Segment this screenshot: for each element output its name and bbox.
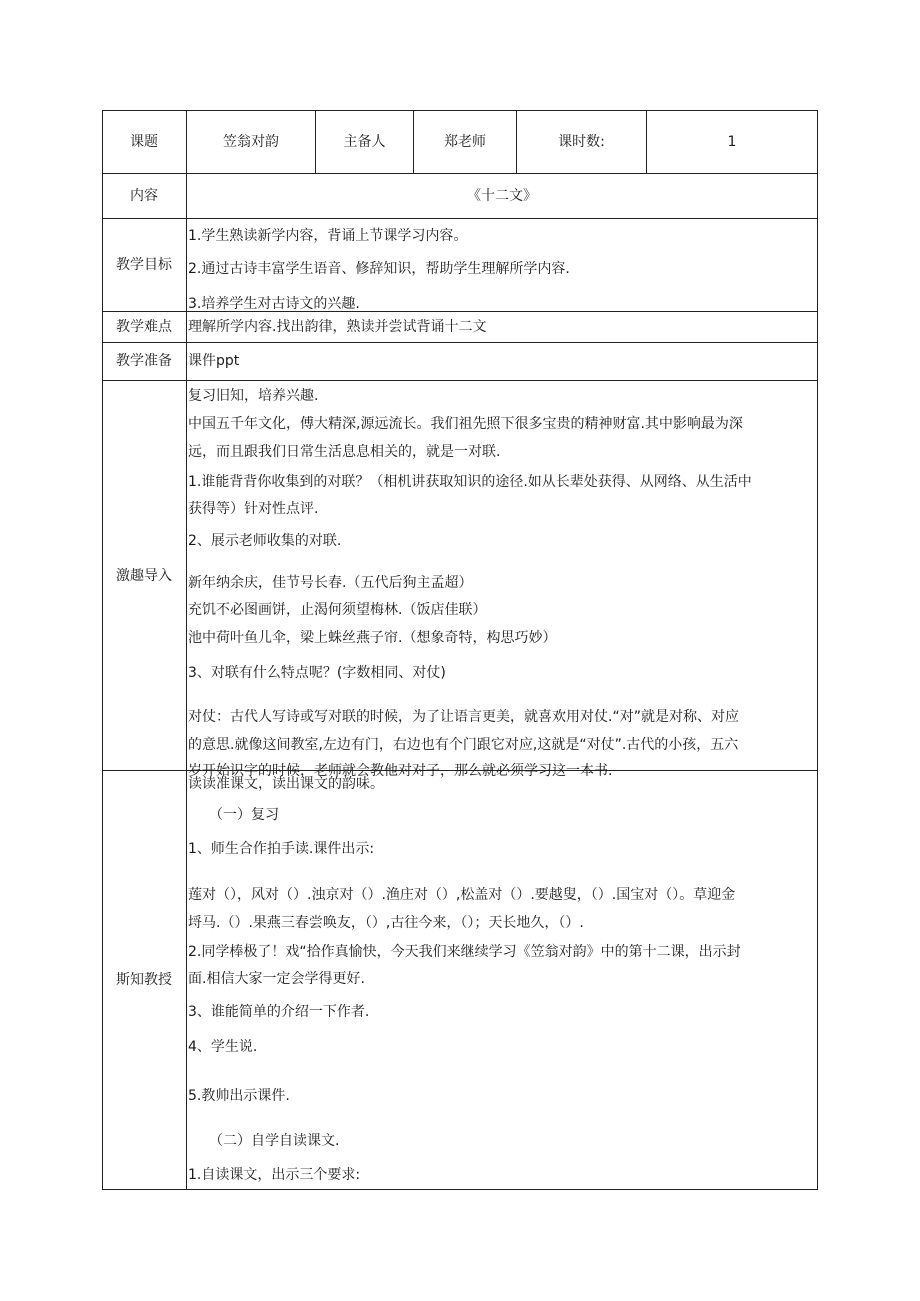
intro-line-cut: 岁开始识字的时候，老师就会教他对对子，那么就必须学习这一本书. — [188, 763, 613, 779]
row-divider — [102, 342, 818, 343]
teaching-line: 3、谁能简单的介绍一下作者. — [188, 1004, 370, 1020]
teaching-content — [187, 771, 817, 1189]
goal-item: 1.学生熟读新学内容，背诵上节课学习内容。 — [188, 228, 468, 244]
couplet-line: 池中荷叶鱼儿伞，梁上蛛丝燕子帘.（想象奇特，构思巧妙） — [188, 630, 557, 646]
teaching-line: 4、学生说. — [188, 1039, 258, 1055]
goal-item: 2.通过古诗丰富学生语音、修辞知识，帮助学生理解所学内容. — [188, 261, 570, 277]
teaching-line: 莲对（），风对（）.浊京对（）.渔庄对（）,松盖对（）.要越叟，（）.国宝对（）。草迎金 — [188, 887, 736, 903]
table-border-top — [102, 110, 818, 111]
content-value: 《十二文》 — [467, 188, 537, 204]
teaching-line: 读读准课文，读出课文的韵味。 — [188, 776, 384, 792]
intro-line: 的意思.就像这间教室,左边有门，右边也有个门跟它对应,这就是“对仗”.古代的小孩，五六 — [188, 737, 739, 753]
teaching-line: 5.教帅出示课件. — [188, 1088, 290, 1104]
intro-content — [187, 381, 817, 779]
preparer-label: 主备人 — [343, 134, 386, 150]
preparation-label: 教学准备 — [116, 353, 172, 369]
goal-item: 3.培养学生对古诗文的兴趣. — [188, 296, 360, 312]
goals-content — [187, 219, 817, 311]
teaching-line: 面.相信大家一定会学得更好. — [188, 971, 365, 987]
hours-value: 1 — [727, 134, 737, 150]
couplet-line: 新年纳余庆，佳节号长春.（五代后狗主孟超） — [188, 575, 473, 591]
teaching-label: 斯知教授 — [116, 972, 172, 988]
intro-label: 激趣导入 — [116, 568, 172, 584]
teaching-line: 1、师生合作拍手读.课件出示: — [188, 841, 375, 857]
preparer-value: 郑老师 — [444, 134, 486, 150]
intro-line: 1.谁能背背你收集到的对联？（相机讲获取知识的途径.如从长辈处获得、从网络、从生活中 — [188, 474, 752, 490]
intro-line: 3、对联有什么特点呢？(字数相同、对仗) — [188, 665, 446, 681]
course-value: 笠翁对韵 — [223, 134, 279, 150]
row-divider — [102, 173, 818, 174]
intro-line: 对仗：古代人写诗或写对联的时候，为了让语言更美，就喜欢用对仗.“对”就是对称、对应 — [188, 709, 739, 725]
goals-label: 教学目标 — [116, 257, 172, 273]
teaching-line: （一）复习 — [209, 807, 279, 823]
hours-label: 课时数: — [558, 134, 605, 150]
intro-line: 2、展示老师收集的对联. — [188, 533, 342, 549]
couplet-line: 充饥不必图画饼，止渴何须望梅林.（饭店佳联） — [188, 602, 487, 618]
teaching-line: （二）自学自读课文. — [209, 1133, 340, 1149]
intro-line: 中国五千年文化，傅大精深,源远流长。我们祖先照下很多宝贵的精神财富.其中影响最为深 — [188, 416, 743, 432]
teaching-line: 2.同学棒极了！戏“拾作真愉快，今天我们来继续学习《笠翁对韵》中的第十二课，出示封 — [188, 944, 741, 960]
intro-line: 远，而且跟我们日常生活息息相关的，就是一对联. — [188, 444, 501, 460]
teaching-line: 埒马.（）.果燕三春尝唤友，（）,古往今来，（）；天长地久，（）. — [188, 915, 584, 931]
teaching-line: 1.自读课文，出示三个要求: — [188, 1167, 361, 1183]
difficulty-value: 理解所学内容.找出韵律，熟读并尝试背诵十二文 — [188, 319, 487, 335]
preparation-value: 课件ppt — [188, 353, 240, 369]
content-label: 内容 — [130, 188, 158, 204]
course-label: 课题 — [130, 134, 158, 150]
difficulty-label: 教学难点 — [116, 319, 172, 335]
table-border-right — [817, 110, 818, 1190]
table-border-bottom — [102, 1189, 818, 1190]
intro-line: 获得等）针对性点评. — [188, 501, 319, 517]
intro-line: 复习旧知，培养兴趣. — [188, 388, 319, 404]
